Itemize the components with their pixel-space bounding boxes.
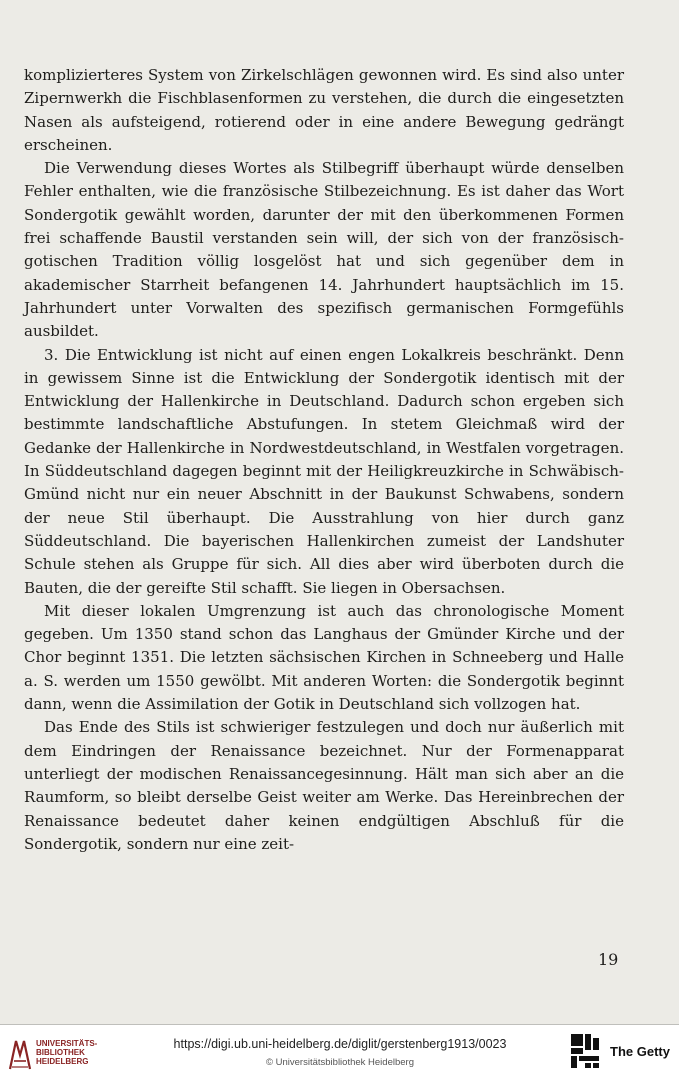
body-text xyxy=(24,64,624,856)
paragraph-1: komplizierteres System von Zirkelschlägen gewonnen wird. Es sind also unter Zipernwerkh die Fischblasenformen zu verstehen, die durch die eingesetzten Nasen als aufsteigend, rotierend oder in eine andere Bewegung gedrängt erscheinen. xyxy=(24,66,624,154)
university-name-line-3: HEIDELBERG xyxy=(36,1057,89,1066)
copyright-notice: © Universitätsbibliothek Heidelberg xyxy=(266,1057,414,1068)
university-logo-icon xyxy=(8,1037,32,1071)
getty-logo-icon xyxy=(570,1033,600,1069)
paragraph-3: 3. Die Entwicklung ist nicht auf einen engen Lokalkreis beschränkt. Denn in gewissem Sinne ist die Entwicklung der Sondergotik identisch mit der Entwicklung der Hallenkirche in Deutschland. Dadurch schon ergeben sich bestimmte landschaftliche Abstufungen. In stetem Gleichmaß wird der Gedanke der Hallenkirche in Nordwestdeutschland, in Westfalen vorgetragen. In Süddeutschland dagegen beginnt mit der Heiligkreuzkirche in Schwäbisch-Gmünd nicht nur ein neuer Abschnitt in der Baukunst Schwabens, sondern der neue Stil überhaupt. Die Ausstrahlung von hier durch ganz Süddeutschland. Die bayerischen Hallenkirchen zumeist der Landshuter Schule stehen als Gruppe für sich. All dies aber wird überboten durch die Bauten, die der gereifte Stil schafft. Sie liegen in Obersachsen. xyxy=(24,345,624,597)
university-name-line-1: UNIVERSITÄTS- xyxy=(36,1039,98,1048)
paragraph-5: Das Ende des Stils ist schwieriger festzulegen und doch nur äußerlich mit dem Eindringen der Renaissance bezeichnet. Nur der Formenapparat unterliegt der modischen Renaissancegesinnung. Hält man sich aber an die Raumform, so bleibt derselbe Geist weiter am Werke. Das Hereinbrechen der Renaissance bedeutet daher keinen endgültigen Abschluß für die Sondergotik, sondern nur eine zeit- xyxy=(24,718,624,853)
page-number: 19 xyxy=(598,950,619,969)
university-name-line-2: BIBLIOTHEK xyxy=(36,1048,85,1057)
university-name xyxy=(36,1039,97,1066)
footer-bar xyxy=(0,1025,679,1078)
source-url-link[interactable]: https://digi.ub.uni-heidelberg.de/diglit/gerstenberg1913/0023 xyxy=(173,1037,507,1051)
paragraph-4: Mit dieser lokalen Umgrenzung ist auch das chronologische Moment gegeben. Um 1350 stand schon das Langhaus der Gmünder Kirche und der Chor beginnt 1351. Die letzten sächsischen Kirchen in Schneeberg und Halle a. S. werden um 1550 gewölbt. Mit anderen Worten: die Sondergotik beginnt dann, wenn die Assimilation der Gotik in Deutschland sich vollzogen hat. xyxy=(24,601,624,714)
paragraph-2: Die Verwendung dieses Wortes als Stilbegriff überhaupt würde denselben Fehler enthalten, wie die französische Stilbezeichnung. Es ist daher das Wort Sondergotik gewählt worden, darunter der mit den überkommenen Formen frei schaffende Baustil verstanden sein will, der sich von der französisch-gotischen Tradition völlig losgelöst hat und sich gegenüber dem in akademischer Starrheit befangenen 14. Jahrhundert hauptsächlich im 15. Jahrhundert unter Vorwalten des spezifisch germanischen Formgefühls ausbildet. xyxy=(24,159,624,341)
getty-name: The Getty xyxy=(610,1044,670,1059)
